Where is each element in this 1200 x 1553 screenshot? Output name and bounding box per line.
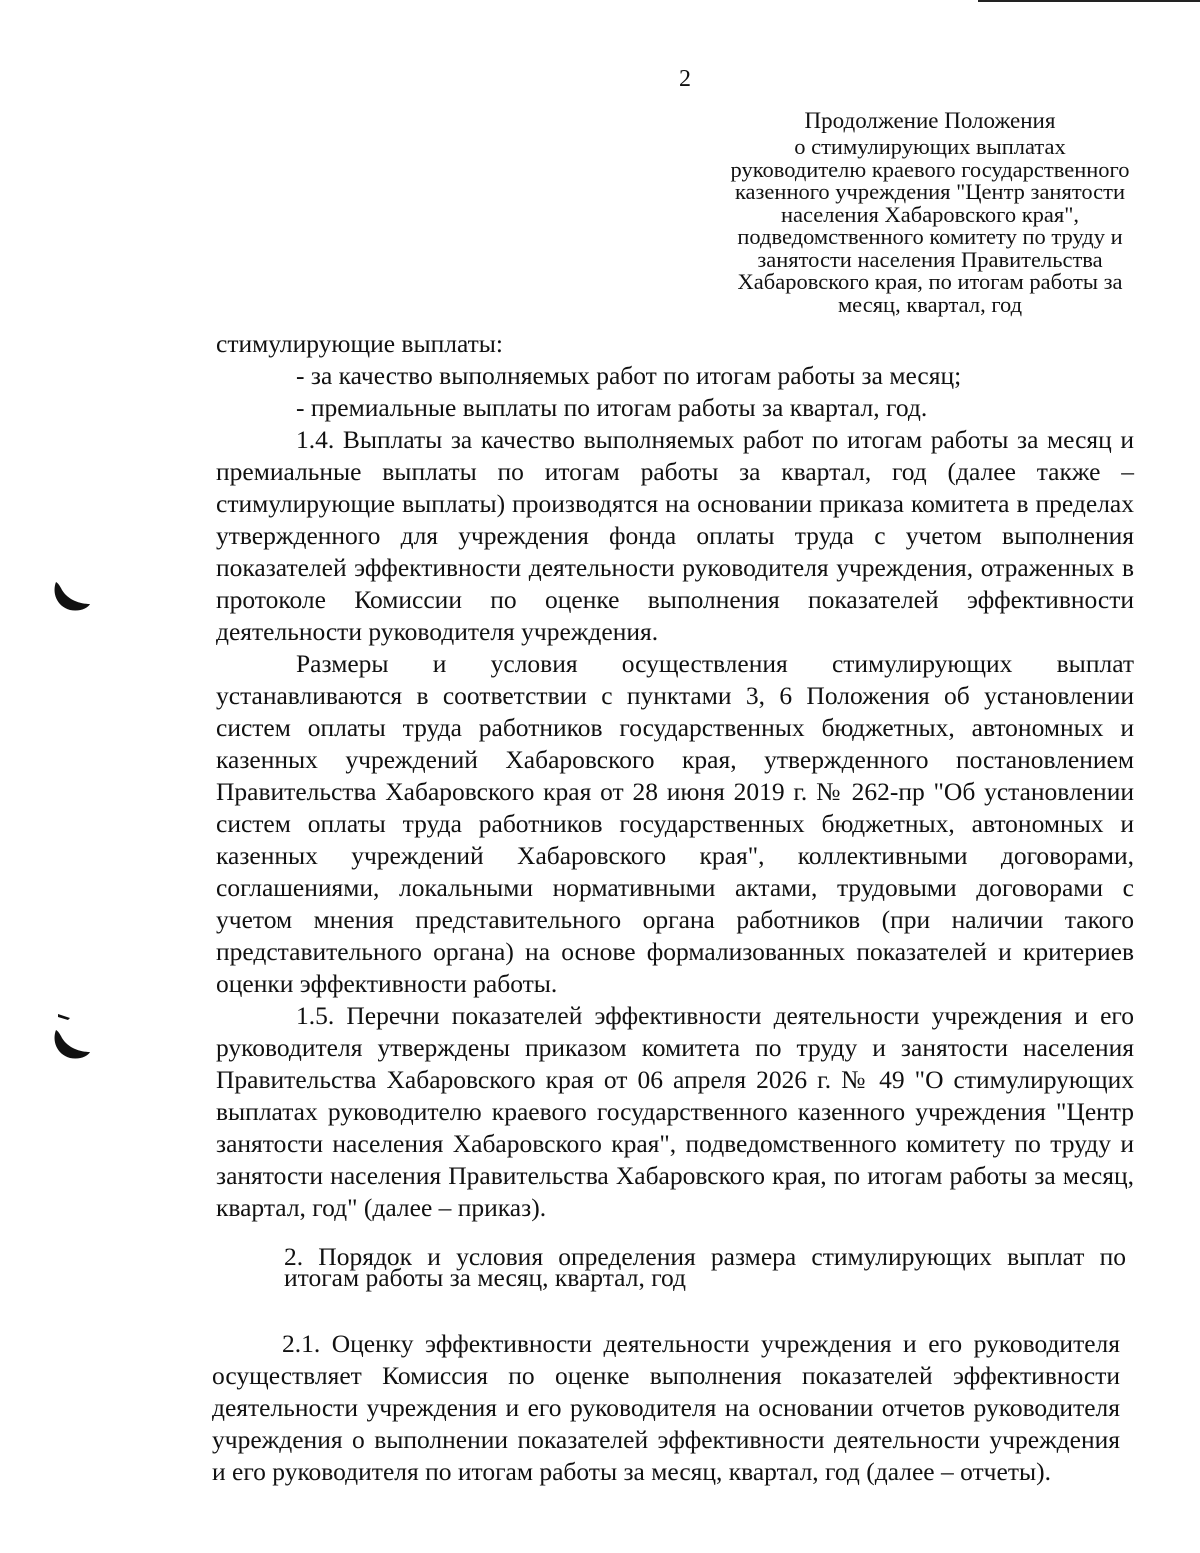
section-2-body — [212, 1328, 1120, 1488]
header-line: о стимулирующих выплатах — [794, 134, 1066, 159]
page-number: 2 — [679, 66, 691, 92]
scan-edge-line — [978, 0, 1200, 2]
header-line: занятости населения Правительства — [757, 246, 1103, 272]
paragraph-sizes: Размеры и условия осуществления стимулирующих выплат устанавливаются в соответствии с пунктами 3, 6 Положения об установлении систем оплаты труда работников государственных бюджетных, автономных и казенных учреждений Хабаровского края, утвержденного постановлением Правительства Хабаровского края от 28 июня 2019 г. № 262-пр "Об установлении систем оплаты труда работников государственных бюджетных, автономных и казенных учреждений Хабаровского края", коллективными договорами, соглашениями, локальными нормативными актами, трудовыми договорами с учетом мнения представительного органа работников (при наличии такого представительного органа) на основе формализованных показателей и критериев оценки эффективности работы. — [216, 649, 1134, 998]
list-item-monthly: - за качество выполняемых работ по итогам работы за месяц; — [296, 361, 962, 390]
list-item-quarterly: - премиальные выплаты по итогам работы за квартал, год. — [296, 393, 928, 422]
header-line: месяц, квартал, год — [837, 291, 1023, 317]
header-line: Хабаровского края, по итогам работы за — [737, 269, 1123, 294]
header-line: казенного учреждения "Центр занятости — [734, 179, 1126, 204]
document-header — [700, 108, 1160, 316]
header-title: Продолжение Положения — [804, 108, 1056, 133]
paragraph-2-1: 2.1. Оценку эффективности деятельности учреждения и его руководителя осуществляет Комиссия по оценке выполнения показателей эффективности деятельности учреждения и его руководителя на основании отчетов руководителя учреждения о выполнении показателей эффективности деятельности учреждения и его руководителя по итогам работы за месяц, квартал, год (далее – отчеты). — [212, 1329, 1120, 1486]
paragraph-1-4: 1.4. Выплаты за качество выполняемых работ по итогам работы за месяц и премиальные выплаты по итогам работы за квартал, год (далее также – стимулирующие выплаты) производятся на основании приказа комитета в пределах утвержденного для учреждения фонда оплаты труда с учетом выполнения показателей эффективности деятельности руководителя учреждения, отраженных в протоколе Комиссии по оценке выполнения показателей эффективности деятельности руководителя учреждения. — [216, 425, 1134, 646]
punch-hole-mark-top — [50, 580, 92, 614]
punch-hole-mark-bottom — [50, 1012, 92, 1062]
header-line: населения Хабаровского края", — [780, 201, 1080, 227]
paragraph-1-5: 1.5. Перечни показателей эффективности деятельности учреждения и его руководителя утверждены приказом комитета по труду и занятости населения Правительства Хабаровского края от 06 апреля 2026 г. № 49 "О стимулирующих выплатах руководителю краевого государственного казенного учреждения "Центр занятости населения Хабаровского края", подведомственного комитету по труду и занятости населения Правительства Хабаровского края, по итогам работы за месяц, квартал, год" (далее – приказ). — [216, 1001, 1134, 1222]
header-line: руководителю краевого государственного — [730, 156, 1130, 182]
document-body — [216, 328, 1134, 1224]
header-line: подведомственного комитету по труду и — [737, 224, 1123, 249]
section-2-title: 2. Порядок и условия определения размера стимулирующих выплат по итогам работы за месяц, квартал, год — [284, 1242, 1126, 1292]
intro-line: стимулирующие выплаты: — [216, 329, 503, 358]
